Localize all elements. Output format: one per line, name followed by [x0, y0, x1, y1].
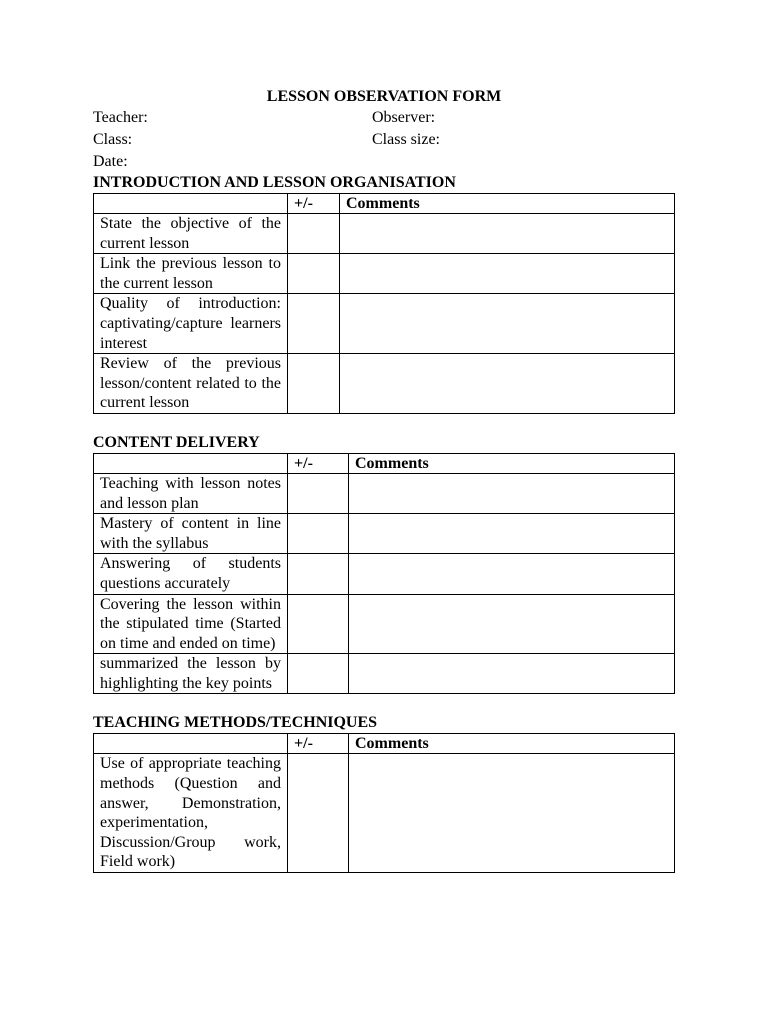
meta-row-teacher	[93, 107, 675, 129]
table-header-row	[94, 734, 675, 754]
comments-header: Comments	[340, 194, 675, 214]
rating-cell[interactable]	[288, 754, 349, 873]
rating-header: +/-	[288, 734, 349, 754]
table-row	[94, 254, 675, 294]
criterion-cell: Mastery of content in line with the syllabus	[94, 514, 288, 554]
table-row	[94, 473, 675, 513]
form-title: LESSON OBSERVATION FORM	[266, 88, 502, 105]
rating-header: +/-	[288, 194, 340, 214]
comments-cell[interactable]	[349, 654, 675, 694]
criterion-header-cell	[94, 194, 288, 214]
comments-cell[interactable]	[349, 514, 675, 554]
comments-header: Comments	[349, 453, 675, 473]
criterion-cell: Answering of students questions accurately	[94, 554, 288, 594]
rating-cell[interactable]	[288, 594, 349, 654]
table-row	[94, 654, 675, 694]
observer-label: Observer:	[372, 109, 436, 126]
criterion-cell: Teaching with lesson notes and lesson plan	[94, 473, 288, 513]
table-row	[94, 554, 675, 594]
class-size-label: Class size:	[372, 131, 440, 148]
criterion-cell: Quality of introduction: captivating/capture learners interest	[94, 294, 288, 354]
comments-cell[interactable]	[340, 294, 675, 354]
rating-cell[interactable]	[288, 294, 340, 354]
section-title-introduction: INTRODUCTION AND LESSON ORGANISATION	[93, 174, 456, 191]
rating-cell[interactable]	[288, 514, 349, 554]
comments-cell[interactable]	[349, 554, 675, 594]
comments-cell[interactable]	[340, 354, 675, 414]
table-row	[94, 754, 675, 873]
section-title-content-delivery: CONTENT DELIVERY	[93, 433, 260, 451]
content-delivery-table	[93, 453, 675, 695]
comments-header: Comments	[349, 734, 675, 754]
criterion-header-cell	[94, 453, 288, 473]
table-header-row	[94, 194, 675, 214]
meta-row-date	[93, 151, 675, 173]
class-label: Class:	[93, 131, 133, 148]
table-row	[94, 354, 675, 414]
lesson-observation-form	[93, 87, 675, 873]
criterion-cell: State the objective of the current lesson	[94, 214, 288, 254]
table-row	[94, 294, 675, 354]
rating-cell[interactable]	[288, 354, 340, 414]
introduction-table	[93, 193, 675, 414]
comments-cell[interactable]	[349, 754, 675, 873]
table-row	[94, 214, 675, 254]
meta-row-class	[93, 129, 675, 151]
date-label: Date:	[93, 153, 128, 170]
rating-cell[interactable]	[288, 654, 349, 694]
rating-cell[interactable]	[288, 254, 340, 294]
comments-cell[interactable]	[349, 594, 675, 654]
rating-cell[interactable]	[288, 554, 349, 594]
comments-cell[interactable]	[340, 214, 675, 254]
rating-cell[interactable]	[288, 214, 340, 254]
criterion-cell: Use of appropriate teaching methods (Question and answer, Demonstration, experimentation, Discussion/Group work, Field work)	[94, 754, 288, 873]
table-row	[94, 514, 675, 554]
comments-cell[interactable]	[340, 254, 675, 294]
teacher-label: Teacher:	[93, 109, 148, 126]
rating-header: +/-	[288, 453, 349, 473]
comments-cell[interactable]	[349, 473, 675, 513]
criterion-header-cell	[94, 734, 288, 754]
rating-cell[interactable]	[288, 473, 349, 513]
teaching-methods-table	[93, 733, 675, 873]
table-row	[94, 594, 675, 654]
criterion-cell: Link the previous lesson to the current lesson	[94, 254, 288, 294]
criterion-cell: summarized the lesson by highlighting the key points	[94, 654, 288, 694]
criterion-cell: Review of the previous lesson/content related to the current lesson	[94, 354, 288, 414]
table-header-row	[94, 453, 675, 473]
section-title-teaching-methods: TEACHING METHODS/TECHNIQUES	[93, 714, 378, 732]
criterion-cell: Covering the lesson within the stipulated time (Started on time and ended on time)	[94, 594, 288, 654]
